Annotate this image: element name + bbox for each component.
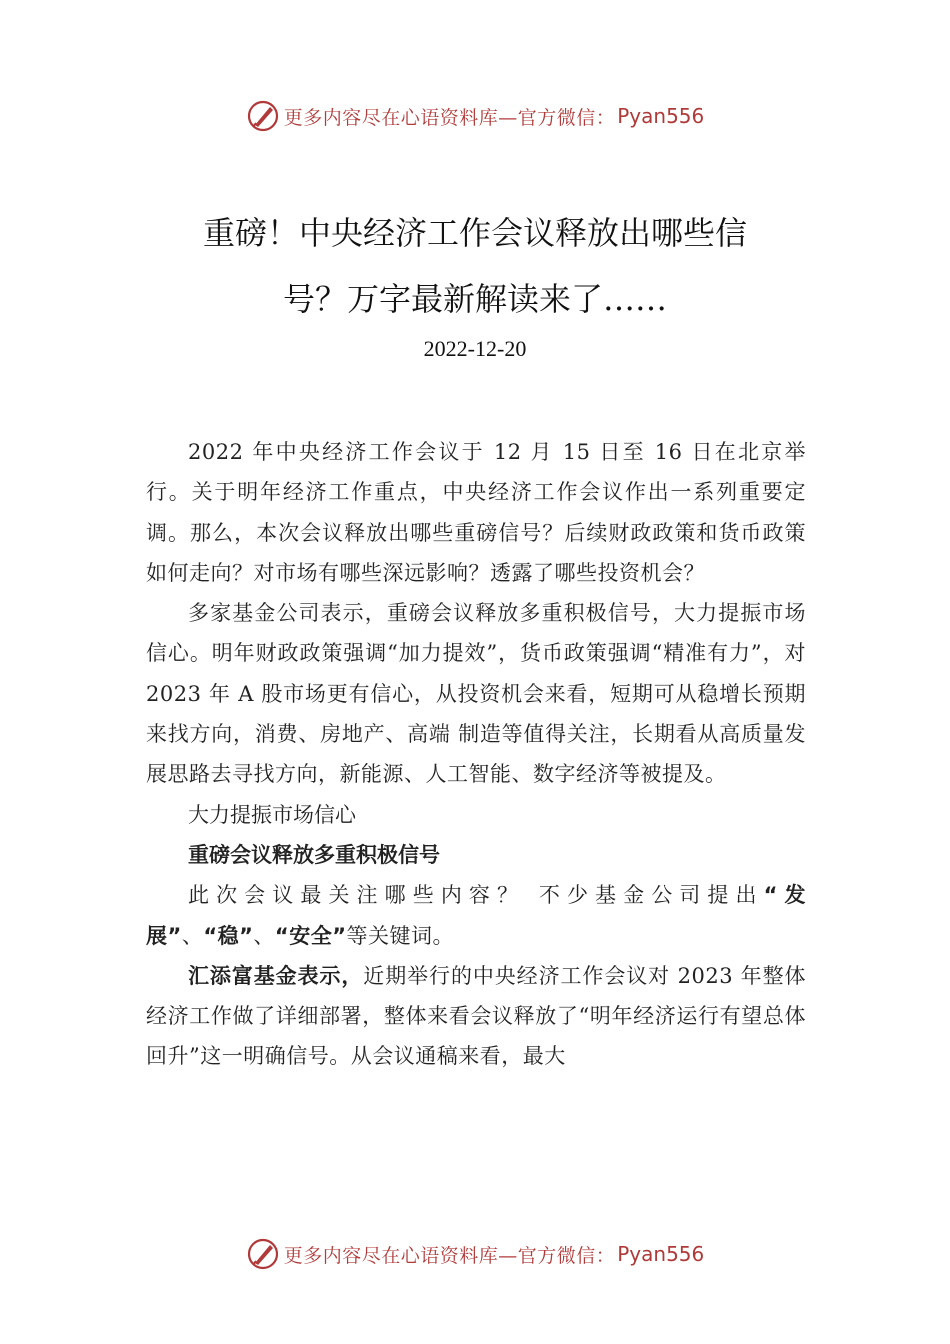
publish-date: 2022-12-20 [423,336,527,361]
title-line-1: 重磅！中央经济工作会议释放出哪些信 [202,214,747,252]
paragraph-4 [146,956,806,1077]
paragraph-4-text: 近期举行的中央经济工作会议对 2023 年整体经济工作做了详细部署，整体来看会议释放了“明年经济运行有望总体回升”这一明确信号。从会议通稿来看，最大 [146,963,806,1069]
keyword-separator: 、 [253,923,275,948]
watermark-account: Pyan556 [617,104,705,128]
keyword-development: “发展” [146,883,806,948]
section-heading-1: 大力提振市场信心 [188,802,356,827]
keyword-security: “安全” [274,923,347,948]
paragraph-2: 多家基金公司表示，重磅会议释放多重积极信号，大力提振市场信心。明年财政政策强调“加力提效”，货币政策强调“精准有力”，对 2023 年 A 股市场更有信心，从投资机会来看，短期可从稳增长预期来找方向，消费、房地产、高端 制造等值得关注，长期看从高质量发展思路去寻找方向，新能源、人工智能、数字经济等被提及。 [146,601,806,787]
paragraph-4-lead: 汇添富基金表示， [188,963,364,988]
title-line-2: 号？万字最新解读来了…… [282,280,667,318]
paragraph-1: 2022 年中央经济工作会议于 12 月 15 日至 16 日在北京举行。关于明年经济工作重点，中央经济工作会议作出一系列重要定调。那么，本次会议释放出哪些重磅信号？后续财政政策和货币政策如何走向？对市场有哪些深远影响？透露了哪些投资机会？ [146,440,806,585]
header-watermark [0,96,950,136]
paragraph-3 [146,875,806,956]
footer-watermark [0,1234,950,1274]
keyword-stability: “稳” [203,923,254,948]
keyword-separator: 、 [181,923,204,948]
article-body [146,432,806,1077]
paragraph-3-text: 此次会议最关注哪些内容？ 不少基金公司提出 [188,883,764,908]
page-title [150,200,800,332]
quill-pen-logo-icon [246,99,280,133]
watermark-text: 更多内容尽在心语资料库—官方微信： [283,1244,616,1267]
watermark-text: 更多内容尽在心语资料库—官方微信： [283,106,616,129]
paragraph-3-end: 等关键词。 [346,923,455,948]
quill-pen-logo-icon [246,1237,280,1271]
watermark-account: Pyan556 [617,1242,705,1266]
section-heading-2: 重磅会议释放多重积极信号 [188,842,440,867]
